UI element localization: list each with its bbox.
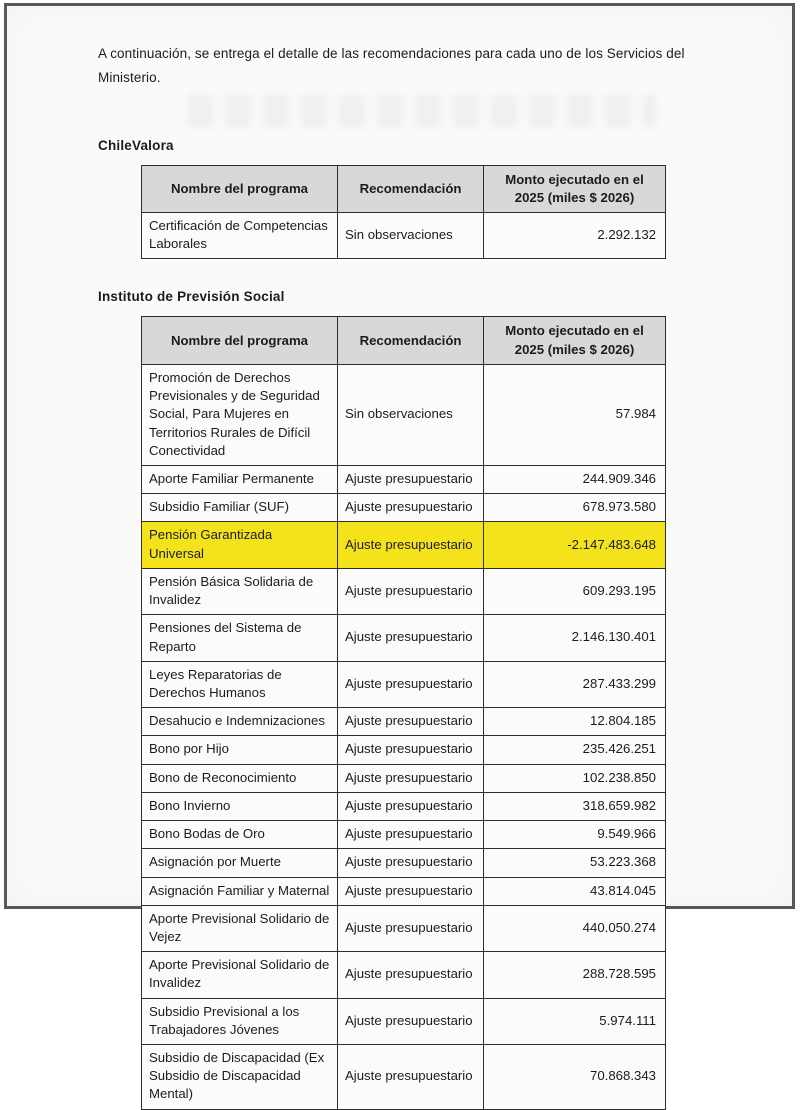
column-header-programa: Nombre del programa — [142, 165, 338, 212]
amount-cell: 235.426.251 — [484, 736, 666, 764]
amount-cell: 43.814.045 — [484, 877, 666, 905]
program-name-cell: Pensión Garantizada Universal — [142, 522, 338, 568]
table-row — [142, 905, 666, 951]
program-name-cell: Subsidio Familiar (SUF) — [142, 494, 338, 522]
program-name-cell: Bono Invierno — [142, 792, 338, 820]
recommendation-cell: Ajuste presupuestario — [338, 522, 484, 568]
recommendation-cell: Ajuste presupuestario — [338, 877, 484, 905]
amount-cell: 2.146.130.401 — [484, 615, 666, 661]
table-header-row — [142, 165, 666, 212]
amount-cell: 678.973.580 — [484, 494, 666, 522]
bleedthrough-smudge — [187, 94, 657, 128]
recommendation-cell: Ajuste presupuestario — [338, 905, 484, 951]
section-title-chilevalora: ChileValora — [98, 137, 174, 153]
program-name-cell: Pensiones del Sistema de Reparto — [142, 615, 338, 661]
recommendation-cell: Ajuste presupuestario — [338, 849, 484, 877]
intro-paragraph: A continuación, se entrega el detalle de las recomendaciones para cada uno de los Servicios del Ministerio. — [98, 46, 685, 86]
program-name-cell: Aporte Familiar Permanente — [142, 466, 338, 494]
program-name-cell: Promoción de Derechos Previsionales y de Seguridad Social, Para Mujeres en Territorios Rurales de Difícil Conectividad — [142, 364, 338, 465]
program-name-cell: Subsidio Previsional a los Trabajadores Jóvenes — [142, 998, 338, 1044]
program-name-cell: Asignación Familiar y Maternal — [142, 877, 338, 905]
recommendation-cell: Ajuste presupuestario — [338, 1045, 484, 1110]
scanned-page — [4, 3, 795, 1102]
program-name-cell: Bono por Hijo — [142, 736, 338, 764]
table-row — [142, 877, 666, 905]
recommendation-cell: Sin observaciones — [338, 213, 484, 259]
recommendation-cell: Ajuste presupuestario — [338, 952, 484, 998]
amount-cell: 12.804.185 — [484, 708, 666, 736]
program-name-cell: Bono Bodas de Oro — [142, 821, 338, 849]
table-row — [142, 998, 666, 1044]
recommendation-cell: Ajuste presupuestario — [338, 466, 484, 494]
program-name-cell: Pensión Básica Solidaria de Invalidez — [142, 568, 338, 614]
table-row — [142, 764, 666, 792]
recommendation-cell: Ajuste presupuestario — [338, 708, 484, 736]
program-name-cell: Asignación por Muerte — [142, 849, 338, 877]
table-row — [142, 364, 666, 465]
recommendation-cell: Ajuste presupuestario — [338, 736, 484, 764]
table-row — [142, 661, 666, 707]
column-header-monto: Monto ejecutado en el 2025 (miles $ 2026) — [484, 165, 666, 212]
program-name-cell: Aporte Previsional Solidario de Invalidez — [142, 952, 338, 998]
table-header-row — [142, 317, 666, 364]
table-row — [142, 1045, 666, 1110]
program-name-cell: Certificación de Competencias Laborales — [142, 213, 338, 259]
page-content — [7, 6, 792, 1102]
amount-cell: 318.659.982 — [484, 792, 666, 820]
amount-cell: 53.223.368 — [484, 849, 666, 877]
ips-table — [141, 316, 666, 1109]
table-row — [142, 792, 666, 820]
table-row — [142, 952, 666, 998]
recommendation-cell: Ajuste presupuestario — [338, 792, 484, 820]
amount-cell: -2.147.483.648 — [484, 522, 666, 568]
program-name-cell: Bono de Reconocimiento — [142, 764, 338, 792]
amount-cell: 9.549.966 — [484, 821, 666, 849]
section-title-ips: Instituto de Previsión Social — [98, 289, 285, 305]
amount-cell: 5.974.111 — [484, 998, 666, 1044]
table-row — [142, 568, 666, 614]
column-header-recomendacion: Recomendación — [338, 165, 484, 212]
table-row — [142, 736, 666, 764]
column-header-programa: Nombre del programa — [142, 317, 338, 364]
recommendation-cell: Sin observaciones — [338, 364, 484, 465]
program-name-cell: Desahucio e Indemnizaciones — [142, 708, 338, 736]
amount-cell: 287.433.299 — [484, 661, 666, 707]
amount-cell: 102.238.850 — [484, 764, 666, 792]
table-row — [142, 821, 666, 849]
program-name-cell: Subsidio de Discapacidad (Ex Subsidio de Discapacidad Mental) — [142, 1045, 338, 1110]
table-row — [142, 466, 666, 494]
column-header-recomendacion: Recomendación — [338, 317, 484, 364]
amount-cell: 288.728.595 — [484, 952, 666, 998]
recommendation-cell: Ajuste presupuestario — [338, 998, 484, 1044]
recommendation-cell: Ajuste presupuestario — [338, 494, 484, 522]
chilevalora-table — [141, 165, 666, 260]
amount-cell: 2.292.132 — [484, 213, 666, 259]
recommendation-cell: Ajuste presupuestario — [338, 661, 484, 707]
recommendation-cell: Ajuste presupuestario — [338, 615, 484, 661]
table-row-highlighted — [142, 522, 666, 568]
amount-cell: 57.984 — [484, 364, 666, 465]
recommendation-cell: Ajuste presupuestario — [338, 568, 484, 614]
recommendation-cell: Ajuste presupuestario — [338, 764, 484, 792]
amount-cell: 70.868.343 — [484, 1045, 666, 1110]
table-row — [142, 708, 666, 736]
recommendation-cell: Ajuste presupuestario — [338, 821, 484, 849]
program-name-cell: Leyes Reparatorias de Derechos Humanos — [142, 661, 338, 707]
column-header-monto: Monto ejecutado en el 2025 (miles $ 2026) — [484, 317, 666, 364]
program-name-cell: Aporte Previsional Solidario de Vejez — [142, 905, 338, 951]
table-row — [142, 615, 666, 661]
table-row — [142, 213, 666, 259]
table-row — [142, 494, 666, 522]
amount-cell: 440.050.274 — [484, 905, 666, 951]
table-row — [142, 849, 666, 877]
amount-cell: 244.909.346 — [484, 466, 666, 494]
amount-cell: 609.293.195 — [484, 568, 666, 614]
